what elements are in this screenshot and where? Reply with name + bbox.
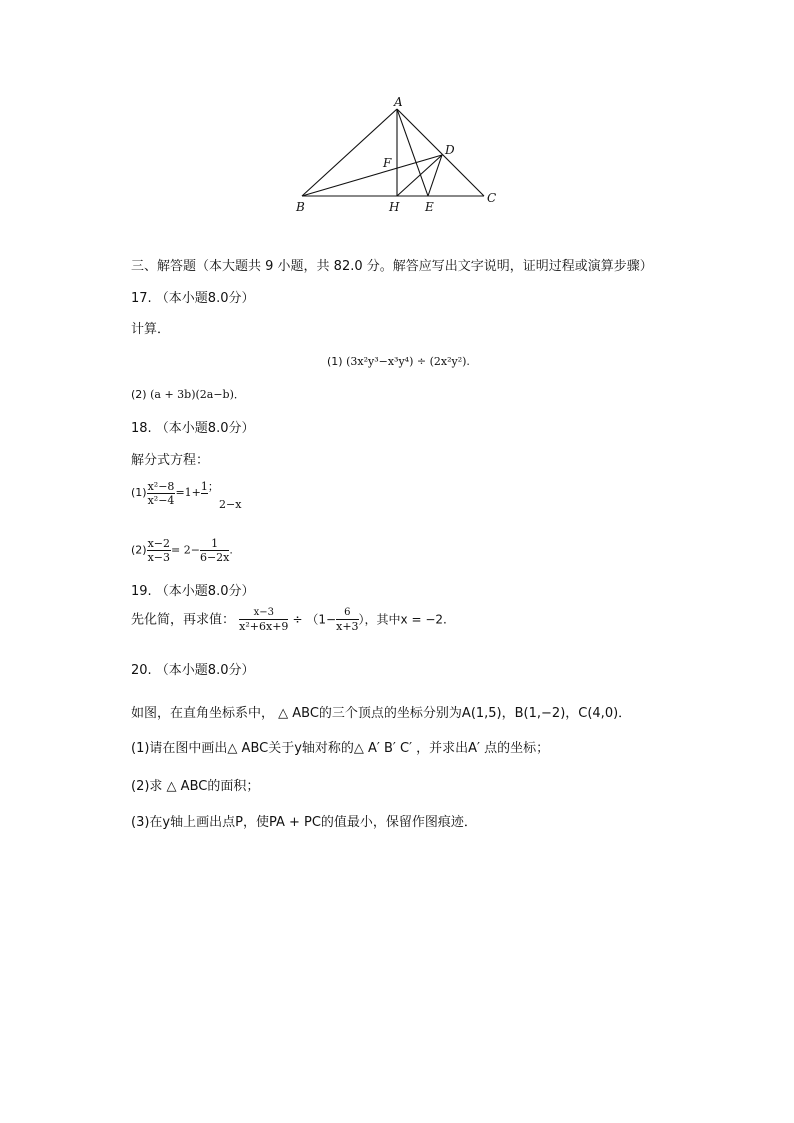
q18-part2-numerator: x−2 <box>147 537 171 550</box>
q19-fraction1 <box>239 608 288 632</box>
q18-part1-prefix: (1) <box>131 486 147 499</box>
q20-part2: (2)求 △ ABC的面积； <box>131 779 260 794</box>
q17-part2-prefix: (2) <box>131 388 147 401</box>
q18-part2-equals: = 2− <box>171 543 200 557</box>
q20-part3: (3)在y轴上画出点P，使PA + PC的值最小，保留作图痕迹． <box>131 815 477 830</box>
q19-fraction1-denominator: x²+6x+9 <box>239 620 289 633</box>
q19-fraction2-numerator: 6 <box>336 608 358 620</box>
q19-fraction2 <box>336 608 358 632</box>
q19-expression <box>131 608 447 632</box>
q18-part2-fraction <box>147 538 171 563</box>
q19-fraction1-numerator: x−3 <box>239 608 288 620</box>
q18-part1-fraction <box>147 481 176 506</box>
q17-part1 <box>327 355 470 368</box>
q19-fraction2-denominator: x+3 <box>336 620 359 633</box>
q18-part1-denominator: x²−4 <box>147 493 175 507</box>
q17-part1-prefix: (1) <box>327 355 343 368</box>
segment-AB <box>302 109 397 196</box>
label-D: D <box>445 143 455 157</box>
q18-part1-equals: =1+ <box>175 486 201 499</box>
q18-part1-numerator2: 1 <box>200 480 208 493</box>
label-F: F <box>383 156 392 170</box>
q20-part1: (1)请在图中画出△ ABC关于y轴对称的△ A′ B′ C′ ，并求出A′ 点的坐标； <box>131 741 550 756</box>
q18-part1-denominator2: 2−x <box>219 498 242 511</box>
q17-instruction: 计算． <box>131 322 171 337</box>
q20-header: 20. （本小题8.0分） <box>131 663 255 678</box>
segment-AC <box>397 109 484 196</box>
q20-intro: 如图，在直角坐标系中， △ ABC的三个顶点的坐标分别为A(1,5)，B(1,−2)，C(4,0)． <box>131 706 632 721</box>
q18-part2-numerator2: 1 <box>200 538 229 551</box>
q18-part2-prefix: (2) <box>131 543 147 557</box>
q18-instruction: 解分式方程： <box>131 453 210 468</box>
section-heading: 三、解答题（本大题共 9 小题，共 82.0 分。解答应写出文字说明，证明过程或演算步骤） <box>131 259 653 274</box>
q17-part2-expression: (a + 3b)(2a−b)． <box>150 388 245 401</box>
q18-header: 18. （本小题8.0分） <box>131 421 255 436</box>
q19-tail: ），其中x = −2. <box>358 612 447 627</box>
q18-part2-fraction2 <box>200 538 229 563</box>
label-H: H <box>389 200 400 214</box>
q17-part2 <box>131 386 245 402</box>
q18-part1-numerator: x²−8 <box>147 479 175 493</box>
segment-AE <box>397 109 428 196</box>
q18-part1 <box>131 478 219 506</box>
q19-divide: ÷ （1− <box>292 612 337 627</box>
q17-header: 17. （本小题8.0分） <box>131 291 255 306</box>
q18-part2-denominator: x−3 <box>147 551 171 564</box>
q18-part2 <box>131 538 233 563</box>
label-B: B <box>296 200 305 214</box>
label-E: E <box>425 200 434 214</box>
q18-part2-period: . <box>229 543 233 557</box>
q17-part1-expression: (3x²y³−x³y⁴) ÷ (2x²y²). <box>346 355 470 368</box>
q18-part2-denominator2: 6−2x <box>199 551 230 564</box>
q19-lead: 先化简，再求值： <box>131 612 236 628</box>
label-C: C <box>487 191 497 205</box>
q19-header: 19. （本小题8.0分） <box>131 584 255 599</box>
triangle-figure <box>290 92 505 220</box>
q18-part1-semicolon: ； <box>207 480 219 493</box>
label-A: A <box>394 95 403 109</box>
